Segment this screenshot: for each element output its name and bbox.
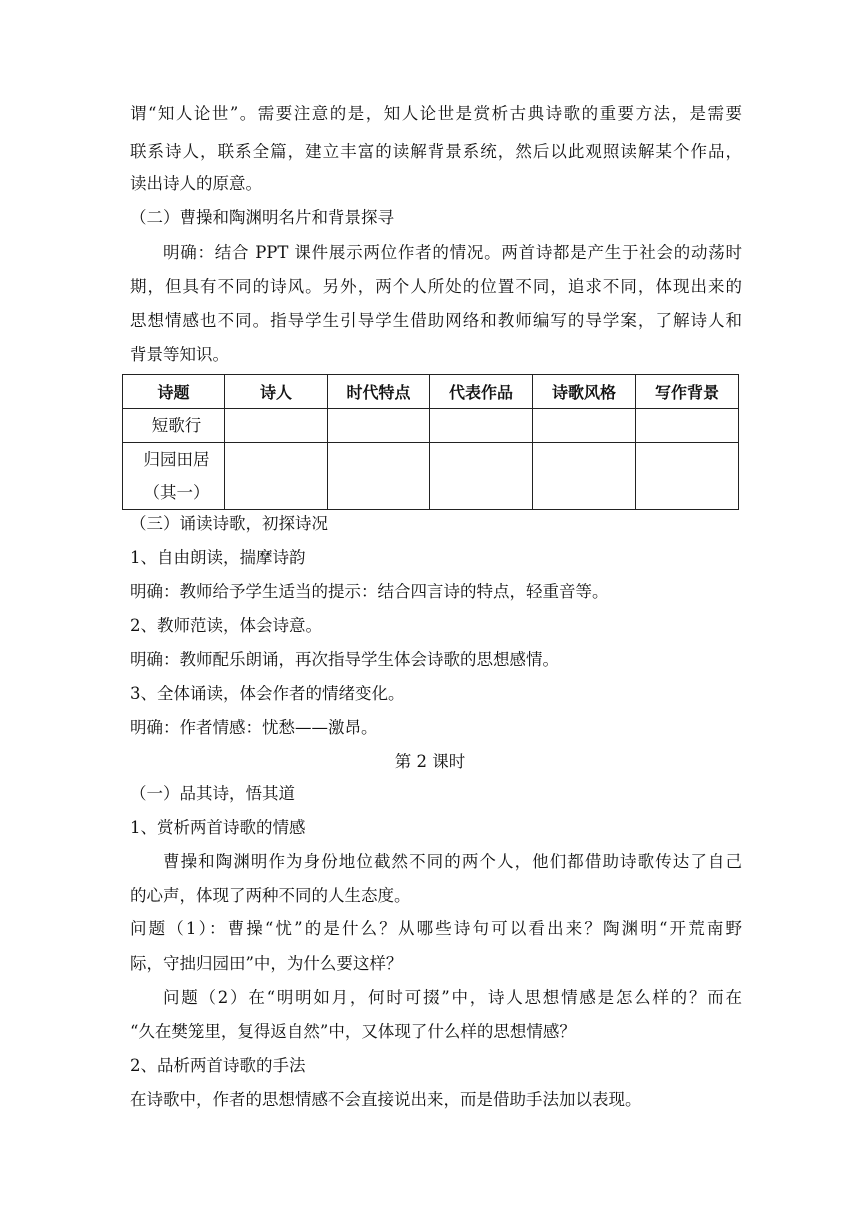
- list-item: 明确：教师给予学生适当的提示：结合四言诗的特点，轻重音等。: [130, 582, 609, 601]
- question-line: “久在樊笼里，复得返自然”中，又体现了什么样的思想情感？: [130, 1022, 576, 1041]
- table-cell-poem-title: 短歌行: [123, 409, 225, 443]
- poem-title-line: （其一）: [143, 483, 210, 502]
- list-item: 3、全体诵读，体会作者的情绪变化。: [130, 684, 405, 703]
- paragraph-line: 联系诗人，联系全篇，建立丰富的读解背景系统，然后以此观照读解某个作品，: [130, 142, 742, 161]
- table-header: 写作背景: [636, 375, 739, 409]
- table-header-row: [123, 375, 739, 409]
- list-item: 2、教师范读，体会诗意。: [130, 616, 322, 635]
- table-header: 时代特点: [328, 375, 430, 409]
- table-cell: [636, 443, 739, 510]
- table-cell: [430, 443, 533, 510]
- question-line: 问题（2）在“明明如月，何时可掇”中，诗人思想情感是怎么样的？而在: [163, 988, 742, 1007]
- table-row: [123, 443, 739, 510]
- paragraph-line: 背景等知识。: [130, 345, 229, 364]
- section-heading: （一）品其诗，悟其道: [130, 784, 295, 803]
- table-cell: [225, 443, 328, 510]
- table-header: 诗歌风格: [533, 375, 636, 409]
- table-header: 诗人: [225, 375, 328, 409]
- table-cell: [225, 409, 328, 443]
- table-cell-poem-title: [123, 443, 225, 510]
- paragraph-line: 在诗歌中，作者的思想情感不会直接说出来，而是借助手法加以表现。: [130, 1090, 642, 1109]
- paragraph-line: 谓“知人论世”。需要注意的是，知人论世是赏析古典诗歌的重要方法，是需要: [130, 104, 742, 123]
- table-row: [123, 409, 739, 443]
- list-item: 1、赏析两首诗歌的情感: [130, 818, 306, 837]
- table-cell: [328, 443, 430, 510]
- list-item: 2、品析两首诗歌的手法: [130, 1056, 306, 1075]
- lesson-title: 第 2 课时: [394, 752, 466, 771]
- table-cell: [636, 409, 739, 443]
- poem-title-line: 归园田居: [143, 450, 210, 469]
- paragraph-line: 曹操和陶渊明作为身份地位截然不同的两个人，他们都借助诗歌传达了自己: [163, 852, 742, 871]
- table-header: 诗题: [123, 375, 225, 409]
- list-item: 明确：作者情感：忧愁——激昂。: [130, 718, 378, 737]
- section-heading: （三）诵读诗歌，初探诗况: [130, 514, 328, 533]
- question-line: 问题（1）：曹操“忧”的是什么？从哪些诗句可以看出来？陶渊明“开荒南野: [130, 919, 742, 938]
- paragraph-line: 读出诗人的原意。: [130, 174, 262, 193]
- paragraph-line: 明确：结合 PPT 课件展示两位作者的情况。两首诗都是产生于社会的动荡时: [163, 243, 742, 262]
- list-item: 1、自由朗读，揣摩诗韵: [130, 548, 306, 567]
- poet-info-table: [122, 374, 739, 510]
- paragraph-line: 思想情感也不同。指导学生引导学生借助网络和教师编写的导学案，了解诗人和: [130, 311, 742, 330]
- question-line: 际，守拙归园田”中，为什么要这样？: [130, 954, 403, 973]
- list-item: 明确：教师配乐朗诵，再次指导学生体会诗歌的思想感情。: [130, 650, 559, 669]
- section-heading: （二）曹操和陶渊明名片和背景探寻: [130, 208, 394, 227]
- table-cell: [533, 409, 636, 443]
- table-cell: [328, 409, 430, 443]
- table-cell: [430, 409, 533, 443]
- table-cell: [533, 443, 636, 510]
- paragraph-line: 的心声，体现了两种不同的人生态度。: [130, 886, 411, 905]
- table-header: 代表作品: [430, 375, 533, 409]
- paragraph-line: 期，但具有不同的诗风。另外，两个人所处的位置不同，追求不同，体现出来的: [130, 277, 742, 296]
